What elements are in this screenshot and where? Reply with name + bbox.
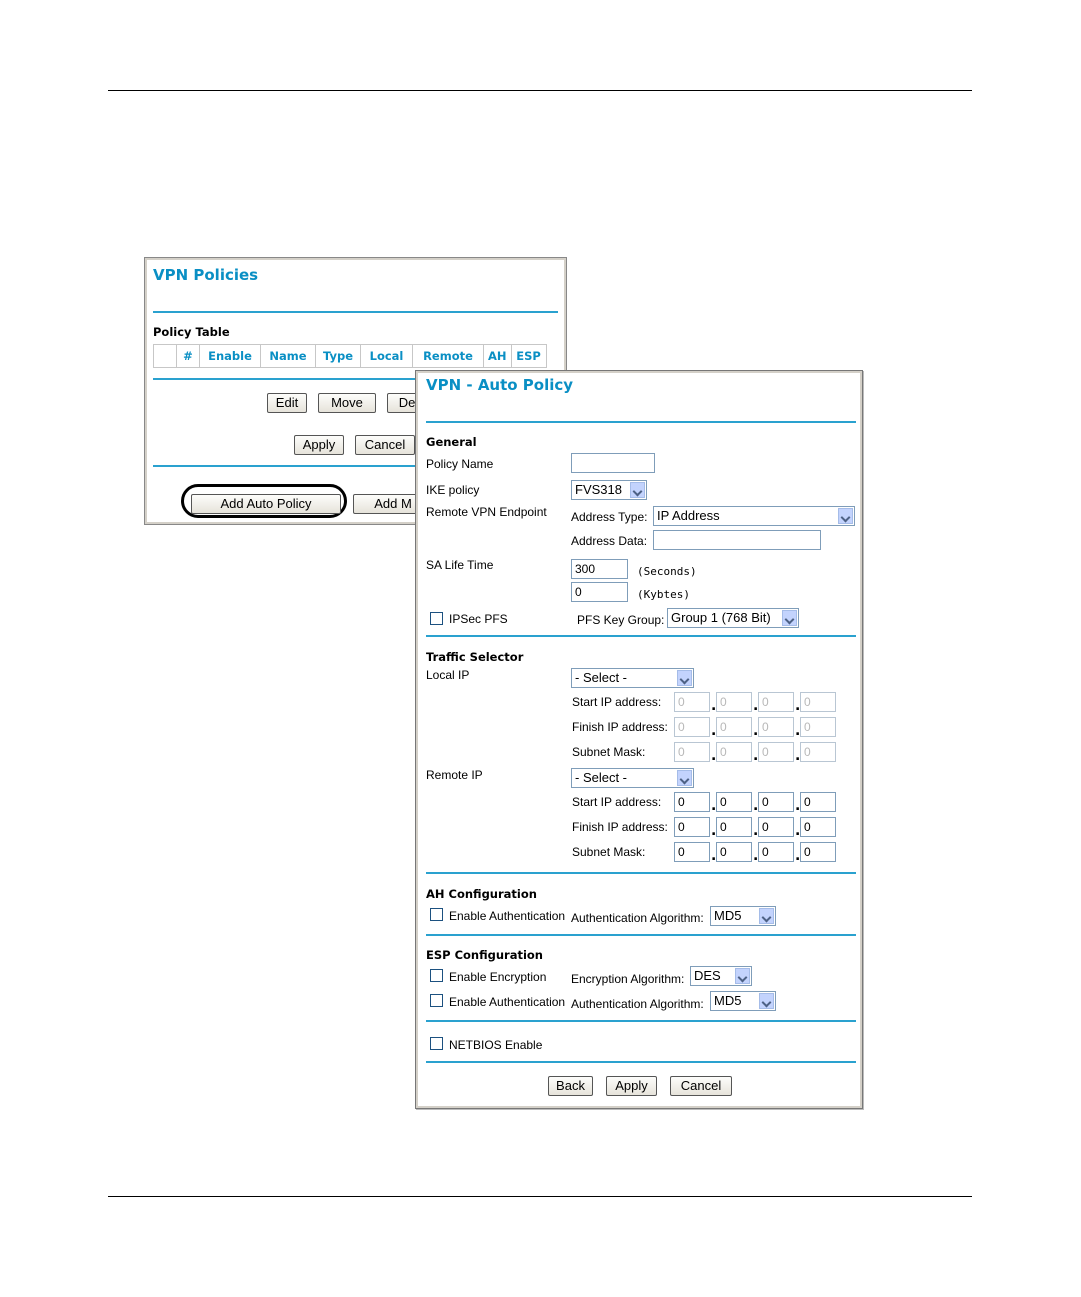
- local-start-ip-octet[interactable]: 0: [716, 692, 752, 712]
- general-heading: General: [426, 435, 477, 449]
- esp-enable-encryption-label: Enable Encryption: [449, 970, 547, 984]
- local-start-ip-label: Start IP address:: [572, 695, 662, 709]
- move-button[interactable]: Move: [318, 393, 376, 413]
- ip-dot: .: [753, 848, 759, 864]
- ip-dot: .: [795, 698, 801, 714]
- remote-mask-octet[interactable]: 0: [674, 842, 710, 862]
- address-type-select[interactable]: [653, 506, 855, 526]
- vpn-auto-policy-window: [415, 370, 863, 1109]
- remote-finish-ip-octet[interactable]: 0: [758, 817, 794, 837]
- local-mask-octet[interactable]: 0: [800, 742, 836, 762]
- divider: [426, 1020, 856, 1022]
- remote-start-ip-octet[interactable]: 0: [674, 792, 710, 812]
- ip-dot: .: [711, 698, 717, 714]
- sa-lifetime-label: SA Life Time: [426, 558, 494, 572]
- ah-auth-alg-select[interactable]: [710, 906, 776, 926]
- local-ip-value: - Select -: [575, 670, 628, 685]
- col-type: Type: [316, 345, 361, 368]
- ip-dot: .: [711, 823, 717, 839]
- ike-policy-select[interactable]: [571, 480, 647, 500]
- address-type-label: Address Type:: [571, 510, 648, 524]
- address-type-value: IP Address: [657, 508, 720, 523]
- ip-dot: .: [711, 798, 717, 814]
- ip-dot: .: [795, 723, 801, 739]
- local-finish-ip-label: Finish IP address:: [572, 720, 668, 734]
- remote-mask-octet[interactable]: 0: [716, 842, 752, 862]
- divider: [426, 635, 856, 637]
- col-enable: Enable: [200, 345, 261, 368]
- esp-auth-alg-select[interactable]: [710, 991, 776, 1011]
- divider: [153, 311, 558, 313]
- ip-dot: .: [795, 798, 801, 814]
- add-auto-policy-button[interactable]: Add Auto Policy: [191, 494, 341, 514]
- col-esp: ESP: [511, 345, 546, 368]
- local-start-ip-octet[interactable]: 0: [758, 692, 794, 712]
- edit-button[interactable]: Edit: [267, 393, 307, 413]
- remote-finish-ip-octet[interactable]: 0: [800, 817, 836, 837]
- delete-button[interactable]: De: [387, 393, 427, 413]
- netbios-label: NETBIOS Enable: [449, 1038, 543, 1052]
- remote-finish-ip-octet[interactable]: 0: [716, 817, 752, 837]
- ah-enable-auth-checkbox[interactable]: [430, 908, 443, 921]
- chevron-down-icon: [759, 993, 774, 1009]
- remote-ip-label: Remote IP: [426, 768, 483, 782]
- ip-dot: .: [753, 823, 759, 839]
- col-remote: Remote: [413, 345, 484, 368]
- top-rule: [108, 90, 972, 91]
- address-data-label: Address Data:: [571, 534, 648, 548]
- remote-finish-ip-octet[interactable]: 0: [674, 817, 710, 837]
- pfs-key-group-label: PFS Key Group:: [577, 613, 665, 627]
- local-mask-octet[interactable]: 0: [758, 742, 794, 762]
- esp-enable-encryption-checkbox[interactable]: [430, 969, 443, 982]
- ip-dot: .: [795, 748, 801, 764]
- col-ah: AH: [484, 345, 512, 368]
- remote-start-ip-octet[interactable]: 0: [716, 792, 752, 812]
- local-finish-ip-octet[interactable]: 0: [716, 717, 752, 737]
- col-number: #: [177, 345, 200, 368]
- local-finish-ip-octet[interactable]: 0: [800, 717, 836, 737]
- remote-ip-value: - Select -: [575, 770, 628, 785]
- divider: [426, 421, 856, 423]
- local-start-ip-octet[interactable]: 0: [800, 692, 836, 712]
- policy-table-header: [154, 345, 547, 368]
- address-data-input[interactable]: [653, 530, 821, 550]
- chevron-down-icon: [838, 508, 853, 524]
- ip-dot: .: [753, 798, 759, 814]
- apply-button[interactable]: Apply: [606, 1076, 657, 1096]
- local-start-ip-octet[interactable]: 0: [674, 692, 710, 712]
- esp-enc-alg-label: Encryption Algorithm:: [571, 972, 685, 986]
- policy-name-label: Policy Name: [426, 457, 494, 471]
- add-manual-policy-button[interactable]: Add M: [353, 494, 433, 514]
- ip-dot: .: [711, 723, 717, 739]
- chevron-down-icon: [782, 610, 797, 626]
- ah-enable-auth-label: Enable Authentication: [449, 909, 566, 923]
- esp-config-heading: ESP Configuration: [426, 948, 543, 962]
- remote-subnet-mask-label: Subnet Mask:: [572, 845, 646, 859]
- esp-enc-alg-select[interactable]: [690, 966, 752, 986]
- apply-button[interactable]: Apply: [294, 435, 344, 455]
- ip-dot: .: [711, 848, 717, 864]
- chevron-down-icon: [630, 482, 645, 498]
- divider: [426, 1061, 856, 1063]
- local-mask-octet[interactable]: 0: [674, 742, 710, 762]
- chevron-down-icon: [677, 670, 692, 686]
- ah-config-heading: AH Configuration: [426, 887, 537, 901]
- ah-auth-alg-value: MD5: [714, 908, 742, 923]
- chevron-down-icon: [759, 908, 774, 924]
- policy-table-label: Policy Table: [153, 325, 230, 339]
- col-local: Local: [361, 345, 413, 368]
- local-mask-octet[interactable]: 0: [716, 742, 752, 762]
- remote-start-ip-octet[interactable]: 0: [758, 792, 794, 812]
- auto-policy-title: VPN - Auto Policy: [426, 376, 574, 394]
- ike-policy-label: IKE policy: [426, 483, 480, 497]
- chevron-down-icon: [677, 770, 692, 786]
- ah-auth-alg-label: Authentication Algorithm:: [571, 911, 704, 925]
- local-ip-select[interactable]: [571, 668, 694, 688]
- remote-ip-select[interactable]: [571, 768, 694, 788]
- ipsec-pfs-checkbox[interactable]: [430, 612, 443, 625]
- esp-enable-auth-label: Enable Authentication: [449, 995, 566, 1009]
- policy-name-input[interactable]: [571, 453, 655, 473]
- ipsec-pfs-label: IPSec PFS: [449, 612, 508, 626]
- ip-dot: .: [795, 823, 801, 839]
- esp-auth-alg-value: MD5: [714, 993, 742, 1008]
- sa-seconds-input[interactable]: 300: [571, 559, 628, 579]
- remote-start-ip-label: Start IP address:: [572, 795, 662, 809]
- remote-start-ip-octet[interactable]: 0: [800, 792, 836, 812]
- divider: [426, 872, 856, 874]
- bottom-rule: [108, 1196, 972, 1197]
- remote-finish-ip-label: Finish IP address:: [572, 820, 668, 834]
- local-ip-label: Local IP: [426, 668, 470, 682]
- ike-policy-value: FVS318: [575, 482, 622, 497]
- traffic-selector-heading: Traffic Selector: [426, 650, 524, 664]
- local-finish-ip-octet[interactable]: 0: [758, 717, 794, 737]
- pfs-key-group-select[interactable]: [667, 608, 799, 628]
- local-subnet-mask-label: Subnet Mask:: [572, 745, 646, 759]
- cancel-button[interactable]: Cancel: [670, 1076, 732, 1096]
- col-name: Name: [261, 345, 316, 368]
- ip-dot: .: [795, 848, 801, 864]
- local-finish-ip-octet[interactable]: 0: [674, 717, 710, 737]
- esp-enc-alg-value: DES: [694, 968, 721, 983]
- col-select: [154, 345, 177, 368]
- vpn-policies-title: VPN Policies: [153, 266, 259, 284]
- ip-dot: .: [753, 723, 759, 739]
- ip-dot: .: [753, 698, 759, 714]
- chevron-down-icon: [735, 968, 750, 984]
- sa-seconds-unit: (Seconds): [637, 565, 697, 578]
- esp-auth-alg-label: Authentication Algorithm:: [571, 997, 704, 1011]
- esp-enable-auth-checkbox[interactable]: [430, 994, 443, 1007]
- policy-table: [153, 344, 547, 368]
- sa-kbytes-unit: (Kybtes): [637, 588, 690, 601]
- divider: [426, 934, 856, 936]
- sa-kbytes-input[interactable]: 0: [571, 582, 628, 602]
- remote-mask-octet[interactable]: 0: [758, 842, 794, 862]
- ip-dot: .: [753, 748, 759, 764]
- pfs-key-group-value: Group 1 (768 Bit): [671, 610, 771, 625]
- cancel-button[interactable]: Cancel: [355, 435, 415, 455]
- ip-dot: .: [711, 748, 717, 764]
- remote-endpoint-label: Remote VPN Endpoint: [426, 505, 547, 519]
- netbios-checkbox[interactable]: [430, 1037, 443, 1050]
- back-button[interactable]: Back: [548, 1076, 593, 1096]
- remote-mask-octet[interactable]: 0: [800, 842, 836, 862]
